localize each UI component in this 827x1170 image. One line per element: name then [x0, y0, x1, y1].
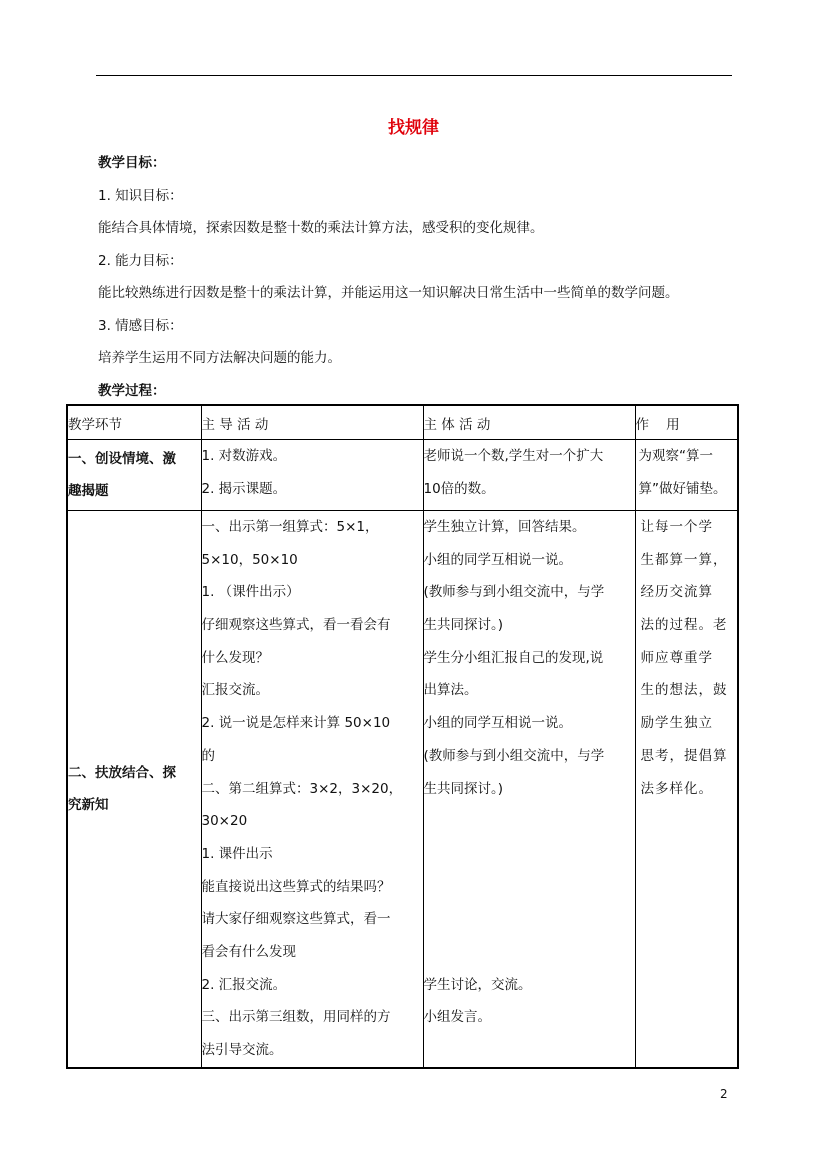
purpose-line: 思考，提倡算: [640, 747, 728, 764]
purpose-line: 法的过程。老: [640, 617, 728, 634]
lead-line: 2. 汇报交流。: [201, 976, 287, 993]
lead-line: 5×10，50×10: [201, 551, 298, 568]
stage-line: 一、创设情境、激: [68, 451, 176, 467]
lead-cell: [201, 511, 423, 1068]
lead-line: 30×20: [201, 813, 248, 830]
lead-line: 三、出示第三组数，用同样的方: [201, 1009, 391, 1026]
objectives-heading: 教学目标：: [98, 155, 166, 171]
lead-line: 看会有什么发现: [201, 943, 296, 960]
lesson-plan-table: [66, 404, 739, 1069]
lead-line: 1. （课件出示）: [201, 584, 300, 601]
header-lead-activity: 主 导 活 动: [201, 405, 423, 440]
lead-cell: [201, 440, 423, 511]
student-cell: [423, 440, 635, 511]
stage-line: 究新知: [68, 796, 109, 813]
student-line: 小组发言。: [423, 1009, 491, 1026]
student-line: 学生分小组汇报自己的发现,说: [423, 649, 604, 666]
ability-text: 能比较熟练进行因数是整十的乘法计算，并能运用这一知识解决日常生活中一些简单的数学问题。: [98, 285, 679, 301]
knowledge-text: 能结合具体情境，探索因数是整十数的乘法计算方法，感受积的变化规律。: [98, 220, 544, 236]
stage-line: 二、扶放结合、探: [68, 764, 176, 781]
student-line: 学生讨论，交流。: [423, 976, 532, 993]
stage-cell: [67, 511, 201, 1068]
lead-line: 能直接说出这些算式的结果吗？: [201, 878, 391, 895]
header-stage: 教学环节: [67, 405, 201, 440]
stage-cell: [67, 440, 201, 511]
student-line: 10倍的数。: [423, 480, 495, 497]
header-rule: [96, 75, 732, 76]
student-line: 老师说一个数,学生对一个扩大: [423, 448, 604, 464]
lead-line: 汇报交流。: [201, 682, 269, 699]
lead-line: 2. 说一说是怎样来计算 50×10: [201, 715, 391, 732]
lead-line: 二、第二组算式：3×2，3×20，: [201, 780, 403, 797]
student-line: 生共同探讨。): [423, 617, 504, 634]
purpose-line: 为观察“算一: [638, 448, 713, 464]
student-cell: [423, 511, 635, 1068]
lead-line: 什么发现？: [201, 649, 269, 666]
page-number: 2: [720, 1087, 728, 1101]
lead-line: 2. 揭示课题。: [201, 480, 287, 497]
student-line: (教师参与到小组交流中，与学: [423, 584, 605, 601]
table-header-row: [67, 405, 738, 440]
student-line: 小组的同学互相说一说。: [423, 715, 572, 732]
lead-line: 一、出示第一组算式：5×1，: [201, 519, 379, 535]
purpose-line: 生的想法，鼓: [640, 682, 728, 699]
purpose-line: 师应尊重学: [640, 649, 713, 666]
stage-line: 趣揭题: [68, 483, 109, 499]
lead-line: 请大家仔细观察这些算式，看一: [201, 911, 391, 928]
student-line: (教师参与到小组交流中，与学: [423, 747, 605, 764]
purpose-line: 让每一个学: [640, 519, 713, 535]
table-row: [67, 440, 738, 511]
header-purpose: 作 用: [635, 405, 738, 440]
purpose-cell: [635, 440, 738, 511]
table-row: [67, 511, 738, 1068]
lead-line: 仔细观察这些算式，看一看会有: [201, 617, 391, 634]
page-title: 找规律: [388, 118, 439, 138]
emotion-text: 培养学生运用不同方法解决问题的能力。: [98, 350, 341, 366]
student-line: 小组的同学互相说一说。: [423, 551, 572, 568]
purpose-line: 算”做好铺垫。: [638, 480, 727, 497]
student-line: 学生独立计算，回答结果。: [423, 519, 586, 535]
process-heading: 教学过程：: [98, 383, 166, 399]
lead-line: 法引导交流。: [201, 1042, 283, 1058]
purpose-line: 生都算一算，: [640, 551, 728, 568]
purpose-line: 励学生独立: [640, 715, 713, 732]
ability-label: 2. 能力目标：: [98, 253, 183, 269]
emotion-label: 3. 情感目标：: [98, 318, 183, 334]
purpose-line: 经历交流算: [640, 584, 713, 601]
header-student-activity: 主 体 活 动: [423, 405, 635, 440]
lead-line: 1. 课件出示: [201, 845, 273, 862]
lead-line: 的: [201, 747, 215, 764]
student-line: 出算法。: [423, 682, 478, 699]
student-line: 生共同探讨。): [423, 780, 504, 797]
lead-line: 1. 对数游戏。: [201, 448, 287, 464]
knowledge-label: 1. 知识目标：: [98, 188, 183, 204]
purpose-line: 法多样化。: [640, 780, 713, 797]
purpose-cell: [635, 511, 738, 1068]
